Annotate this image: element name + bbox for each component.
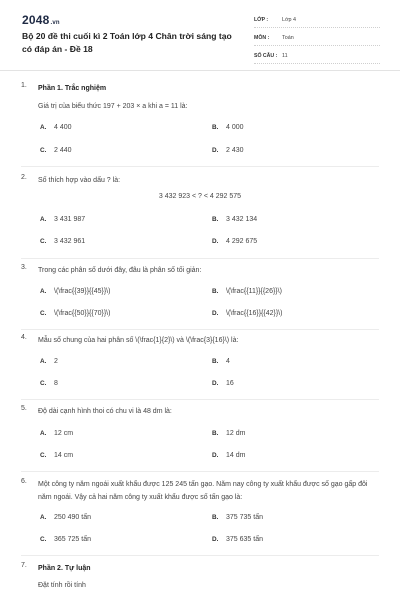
option-text: 14 cm	[54, 452, 74, 459]
option-c[interactable]	[40, 147, 72, 154]
option-b[interactable]	[212, 430, 245, 437]
question-number: 1.	[21, 82, 27, 89]
option-d[interactable]	[212, 310, 282, 317]
meta-value: Lớp 4	[282, 17, 297, 23]
option-label: A.	[40, 514, 47, 521]
option-text: 3 432 134	[226, 216, 258, 223]
option-text: 8	[54, 380, 58, 387]
question-text: Một công ty năm ngoái xuất khẩu được 125 245 tấn gạo. Năm nay công ty xuất khẩu được số gạo gấp đôi năm ngoái. Vậy cả hai năm công ty xuất khẩu được số tấn gạo là:	[38, 481, 368, 501]
option-label: A.	[40, 216, 47, 223]
option-text: 365 725 tấn	[54, 536, 91, 543]
option-text: 3 432 961	[54, 238, 86, 245]
meta-value: 11	[282, 53, 288, 59]
section-title: Phần 2. Tự luận	[38, 565, 91, 572]
option-label: D.	[212, 238, 219, 245]
logo-text: 2048	[22, 13, 50, 27]
section-subtitle: Đặt tính rồi tính	[38, 582, 86, 589]
option-text: 2 430	[226, 147, 244, 154]
option-d[interactable]	[212, 380, 234, 387]
question-number: 7.	[21, 562, 27, 569]
meta-row-class	[254, 13, 380, 28]
option-text: 4 000	[226, 124, 244, 131]
option-a[interactable]	[40, 358, 58, 365]
option-c[interactable]	[40, 238, 85, 245]
meta-row-subject	[254, 31, 380, 46]
option-c[interactable]	[40, 310, 110, 317]
header-divider	[0, 70, 400, 71]
option-text: \(\frac{{39}}{{45}}\)	[54, 288, 111, 295]
option-a[interactable]	[40, 124, 72, 131]
question-divider	[21, 555, 379, 556]
option-b[interactable]	[212, 288, 282, 295]
option-text: 250 490 tấn	[54, 514, 91, 521]
meta-key: SỐ CÂU :	[254, 53, 278, 59]
option-label: B.	[212, 216, 219, 223]
option-a[interactable]	[40, 514, 91, 521]
option-text: 14 dm	[226, 452, 246, 459]
option-text: \(\frac{{50}}{{70}}\)	[54, 310, 111, 317]
option-label: D.	[212, 380, 219, 387]
question-text: Giá trị của biểu thức 197 + 203 × a khi a = 11 là:	[38, 103, 188, 110]
question-number: 4.	[21, 334, 27, 341]
option-b[interactable]	[212, 358, 230, 365]
option-label: B.	[212, 358, 219, 365]
option-text: 4	[226, 358, 230, 365]
option-a[interactable]	[40, 430, 73, 437]
option-label: C.	[40, 238, 47, 245]
option-text: 2	[54, 358, 58, 365]
option-d[interactable]	[212, 452, 245, 459]
option-label: D.	[212, 147, 219, 154]
option-label: D.	[212, 536, 219, 543]
question-text: Độ dài cạnh hình thoi có chu vi là 48 dm là:	[38, 408, 172, 415]
question-text: Số thích hợp vào dấu ? là:	[38, 177, 121, 184]
meta-key: MÔN :	[254, 35, 270, 41]
option-d[interactable]	[212, 238, 257, 245]
option-label: D.	[212, 310, 219, 317]
option-text: 4 292 675	[226, 238, 258, 245]
option-a[interactable]	[40, 216, 85, 223]
option-label: A.	[40, 358, 47, 365]
option-text: 12 cm	[54, 430, 74, 437]
question-divider	[21, 329, 379, 330]
option-text: 4 400	[54, 124, 72, 131]
option-b[interactable]	[212, 216, 257, 223]
question-divider	[21, 471, 379, 472]
site-logo[interactable]	[22, 13, 60, 27]
meta-box	[254, 13, 380, 67]
option-label: A.	[40, 124, 47, 131]
question-number: 3.	[21, 264, 27, 271]
question-divider	[21, 399, 379, 400]
option-text: 12 dm	[226, 430, 246, 437]
option-label: C.	[40, 536, 47, 543]
question-divider	[21, 258, 379, 259]
option-text: 375 735 tấn	[226, 514, 263, 521]
option-label: D.	[212, 452, 219, 459]
option-b[interactable]	[212, 124, 244, 131]
option-text: 375 635 tấn	[226, 536, 263, 543]
option-c[interactable]	[40, 380, 58, 387]
option-label: C.	[40, 380, 47, 387]
question-text: Mẫu số chung của hai phân số \(\frac{1}{2}\) và \(\frac{3}{16}\) là:	[38, 337, 239, 344]
option-text: 16	[226, 380, 234, 387]
question-number: 5.	[21, 405, 27, 412]
option-c[interactable]	[40, 536, 91, 543]
option-a[interactable]	[40, 288, 110, 295]
logo-suffix: .vn	[50, 20, 60, 26]
option-d[interactable]	[212, 536, 263, 543]
question-number: 6.	[21, 478, 27, 485]
option-label: A.	[40, 288, 47, 295]
option-d[interactable]	[212, 147, 244, 154]
meta-value: Toán	[282, 35, 294, 41]
question-text: Trong các phân số dưới đây, đâu là phân số tối giản:	[38, 267, 202, 274]
option-label: C.	[40, 452, 47, 459]
option-text: 2 440	[54, 147, 72, 154]
option-label: A.	[40, 430, 47, 437]
meta-row-count	[254, 49, 380, 64]
option-label: B.	[212, 288, 219, 295]
option-text: \(\frac{{11}}{{26}}\)	[226, 288, 282, 295]
document-title: Bộ 20 đề thi cuối kì 2 Toán lớp 4 Chân trời sáng tạo có đáp án - Đề 18	[22, 31, 232, 54]
question-divider	[21, 166, 379, 167]
section-title: Phần 1. Trắc nghiệm	[38, 85, 107, 92]
option-label: B.	[212, 124, 219, 131]
meta-key: LỚP :	[254, 17, 269, 23]
option-text: 3 431 987	[54, 216, 86, 223]
question-expression: 3 432 923 < ? < 4 292 575	[158, 193, 242, 200]
option-label: C.	[40, 147, 47, 154]
option-label: B.	[212, 430, 219, 437]
option-label: B.	[212, 514, 219, 521]
option-c[interactable]	[40, 452, 73, 459]
option-label: C.	[40, 310, 47, 317]
question-number: 2.	[21, 174, 27, 181]
option-text: \(\frac{{16}}{{42}}\)	[226, 310, 283, 317]
option-b[interactable]	[212, 514, 263, 521]
